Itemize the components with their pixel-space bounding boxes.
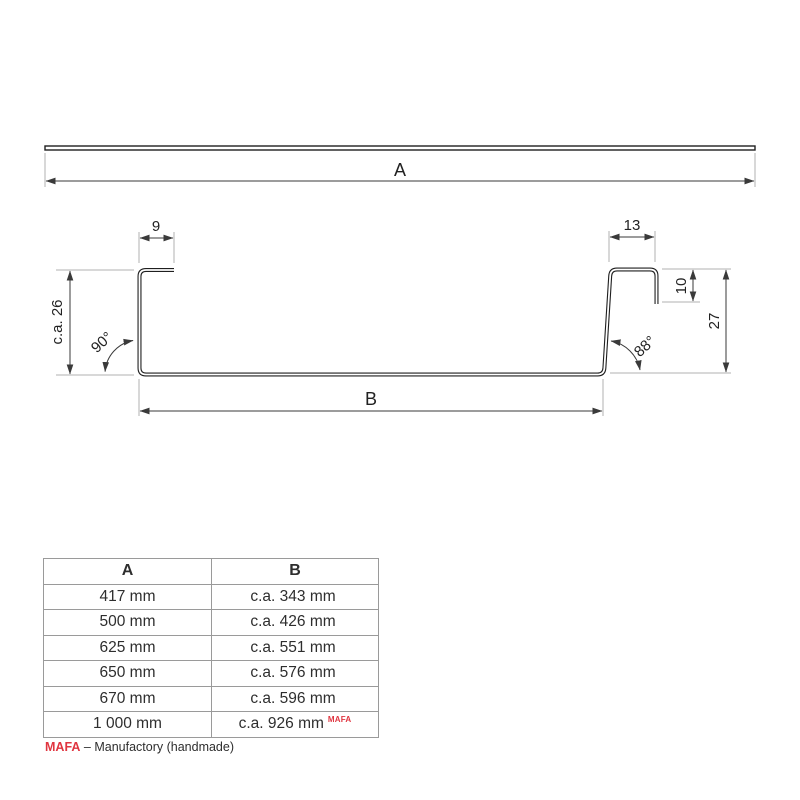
table-row xyxy=(44,635,379,661)
profile-cross-section xyxy=(140,270,660,375)
label-ca26: c.a. 26 xyxy=(49,299,66,345)
profile-top-view xyxy=(45,146,755,150)
label-10: 10 xyxy=(673,277,690,295)
table-row xyxy=(44,661,379,687)
cell-b: c.a. 426 mm xyxy=(212,610,379,636)
footnote-abbr: MAFA xyxy=(45,740,81,754)
label-angle-88: 88° xyxy=(630,332,660,361)
cell-a: 670 mm xyxy=(44,686,212,712)
label-angle-90: 90° xyxy=(87,328,117,357)
cell-b: c.a. 926 mm $^{MAFA}$ xyxy=(212,712,379,738)
cell-a: 1 000 mm xyxy=(44,712,212,738)
cell-a: 650 mm xyxy=(44,661,212,687)
column-header-a: A xyxy=(44,559,212,585)
footnote-text: Manufactory (handmade) xyxy=(94,740,234,754)
label-13: 13 xyxy=(623,217,641,234)
table-header-row xyxy=(44,559,379,585)
cell-b: c.a. 596 mm xyxy=(212,686,379,712)
footnote-separator: – xyxy=(83,740,91,754)
label-B: B xyxy=(364,389,378,409)
table-row xyxy=(44,610,379,636)
extension-lines xyxy=(45,153,755,416)
table-row xyxy=(44,686,379,712)
cell-b: c.a. 576 mm xyxy=(212,661,379,687)
label-A: A xyxy=(393,160,407,180)
footnote xyxy=(45,740,234,754)
cell-a: 417 mm xyxy=(44,584,212,610)
cell-b: c.a. 343 mm xyxy=(212,584,379,610)
table-row xyxy=(44,712,379,738)
column-header-b: B xyxy=(212,559,379,585)
label-9: 9 xyxy=(151,218,161,235)
mafa-note: MAFA xyxy=(327,715,352,725)
table-row xyxy=(44,584,379,610)
cell-b: c.a. 551 mm xyxy=(212,635,379,661)
dimension-table xyxy=(43,558,379,738)
cell-a: 500 mm xyxy=(44,610,212,636)
cell-a: 625 mm xyxy=(44,635,212,661)
label-27: 27 xyxy=(706,312,723,330)
